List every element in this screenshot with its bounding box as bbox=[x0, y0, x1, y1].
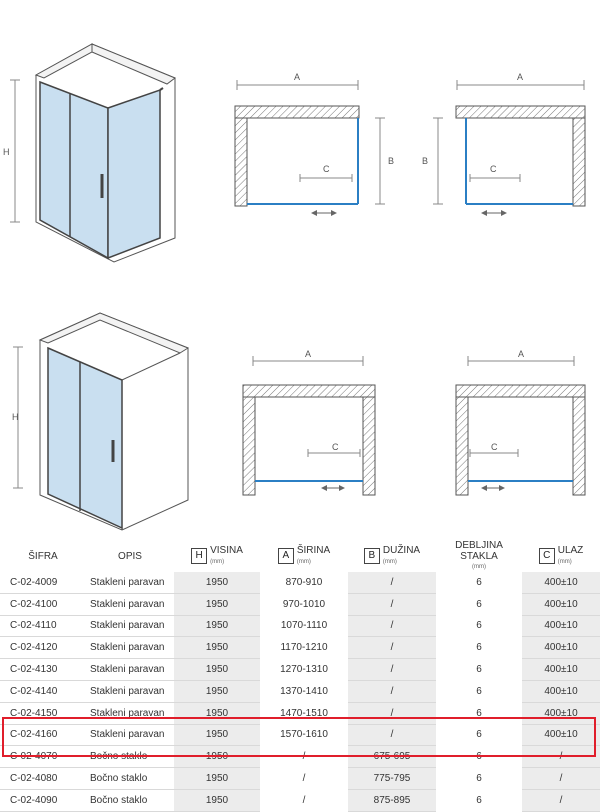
header-width-unit: (mm) bbox=[296, 558, 311, 565]
cell-width: / bbox=[260, 768, 348, 790]
corner-plan-left bbox=[422, 72, 585, 213]
header-thickness-unit: (mm) bbox=[472, 564, 486, 570]
cell-entrance: / bbox=[522, 746, 600, 768]
cell-entrance: 400±10 bbox=[522, 680, 600, 702]
cell-width: 1470-1510 bbox=[260, 702, 348, 724]
length-label-plan1: B bbox=[388, 156, 395, 166]
cell-code: C-02-4100 bbox=[0, 593, 86, 615]
table-row bbox=[0, 702, 600, 724]
cell-code: C-02-4150 bbox=[0, 702, 86, 724]
header-height bbox=[174, 540, 260, 572]
cell-width: 1370-1410 bbox=[260, 680, 348, 702]
cell-width: 1270-1310 bbox=[260, 659, 348, 681]
cell-code: C-02-4120 bbox=[0, 637, 86, 659]
cell-thickness: 6 bbox=[436, 789, 522, 811]
cell-width: / bbox=[260, 789, 348, 811]
cell-description: Stakleni paravan bbox=[86, 572, 174, 593]
cell-width: 1070-1110 bbox=[260, 615, 348, 637]
table-row bbox=[0, 768, 600, 790]
cell-code: C-02-4130 bbox=[0, 659, 86, 681]
cell-height: 1950 bbox=[174, 593, 260, 615]
height-letter-box: H bbox=[191, 548, 207, 564]
table-row bbox=[0, 572, 600, 593]
cell-thickness: 6 bbox=[436, 724, 522, 746]
header-code: ŠIFRA bbox=[28, 550, 58, 562]
cell-code: C-02-4110 bbox=[0, 615, 86, 637]
spec-table bbox=[0, 540, 600, 812]
entrance-label-plan3: C bbox=[332, 442, 339, 452]
cell-entrance: / bbox=[522, 789, 600, 811]
cell-code: C-02-4160 bbox=[0, 724, 86, 746]
niche-door-3d bbox=[12, 313, 188, 530]
cell-description: Bočno staklo bbox=[86, 789, 174, 811]
cell-height: 1950 bbox=[174, 680, 260, 702]
cell-thickness: 6 bbox=[436, 746, 522, 768]
table-row bbox=[0, 746, 600, 768]
cell-thickness: 6 bbox=[436, 768, 522, 790]
cell-height: 1950 bbox=[174, 768, 260, 790]
header-entrance bbox=[522, 540, 600, 572]
table-row bbox=[0, 615, 600, 637]
width-label-plan1: A bbox=[294, 72, 301, 82]
cell-description: Stakleni paravan bbox=[86, 680, 174, 702]
header-length-unit: (mm) bbox=[382, 558, 397, 565]
cell-code: C-02-4009 bbox=[0, 572, 86, 593]
cell-description: Stakleni paravan bbox=[86, 724, 174, 746]
entrance-label-plan2: C bbox=[490, 164, 497, 174]
cell-length: / bbox=[348, 572, 436, 593]
cell-height: 1950 bbox=[174, 637, 260, 659]
height-label-top: H bbox=[3, 147, 10, 157]
cell-description: Stakleni paravan bbox=[86, 615, 174, 637]
cell-entrance: 400±10 bbox=[522, 572, 600, 593]
corner-plan-right bbox=[235, 72, 394, 213]
table-row bbox=[0, 637, 600, 659]
cell-description: Bočno staklo bbox=[86, 768, 174, 790]
header-height-label: VISINA bbox=[210, 544, 243, 556]
cell-description: Stakleni paravan bbox=[86, 637, 174, 659]
cell-thickness: 6 bbox=[436, 659, 522, 681]
header-width-label: ŠIRINA bbox=[296, 544, 331, 556]
width-label-plan2: A bbox=[517, 72, 524, 82]
length-label-plan2: B bbox=[422, 156, 429, 166]
header-entrance-label: ULAZ bbox=[557, 544, 584, 556]
width-label-plan3: A bbox=[305, 349, 312, 359]
niche-plan-left bbox=[456, 349, 585, 495]
cell-thickness: 6 bbox=[436, 593, 522, 615]
length-letter-box: B bbox=[364, 548, 380, 564]
header-length-label: DUŽINA bbox=[382, 544, 421, 556]
header-thickness-label: DEBLJINA STAKLA bbox=[455, 540, 503, 562]
cell-thickness: 6 bbox=[436, 572, 522, 593]
cell-entrance: / bbox=[522, 768, 600, 790]
cell-height: 1950 bbox=[174, 572, 260, 593]
cell-length: 875-895 bbox=[348, 789, 436, 811]
cell-length: / bbox=[348, 702, 436, 724]
cell-width: 1570-1610 bbox=[260, 724, 348, 746]
table-row bbox=[0, 789, 600, 811]
cell-thickness: 6 bbox=[436, 680, 522, 702]
entrance-label-plan4: C bbox=[491, 442, 498, 452]
cell-length: / bbox=[348, 659, 436, 681]
table-header bbox=[0, 540, 600, 572]
cell-height: 1950 bbox=[174, 789, 260, 811]
cell-entrance: 400±10 bbox=[522, 659, 600, 681]
cell-width: 1170-1210 bbox=[260, 637, 348, 659]
cell-code: C-02-4070 bbox=[0, 746, 86, 768]
cell-entrance: 400±10 bbox=[522, 615, 600, 637]
header-entrance-unit: (mm) bbox=[557, 558, 572, 565]
cell-thickness: 6 bbox=[436, 615, 522, 637]
cell-height: 1950 bbox=[174, 746, 260, 768]
header-thickness bbox=[436, 540, 522, 572]
cell-length: 675-695 bbox=[348, 746, 436, 768]
cell-length: / bbox=[348, 615, 436, 637]
cell-thickness: 6 bbox=[436, 702, 522, 724]
table-row bbox=[0, 659, 600, 681]
header-height-unit: (mm) bbox=[210, 558, 225, 565]
cell-code: C-02-4080 bbox=[0, 768, 86, 790]
cell-code: C-02-4090 bbox=[0, 789, 86, 811]
table-row bbox=[0, 724, 600, 746]
cell-height: 1950 bbox=[174, 702, 260, 724]
height-label-bottom: H bbox=[12, 412, 19, 422]
header-length bbox=[348, 540, 436, 572]
width-label-plan4: A bbox=[518, 349, 525, 359]
cell-description: Stakleni paravan bbox=[86, 702, 174, 724]
spec-table-body bbox=[0, 572, 600, 811]
cell-height: 1950 bbox=[174, 659, 260, 681]
cell-description: Stakleni paravan bbox=[86, 593, 174, 615]
cell-length: / bbox=[348, 637, 436, 659]
niche-plan-right bbox=[243, 349, 375, 495]
header-description: OPIS bbox=[118, 550, 142, 562]
cell-width: 970-1010 bbox=[260, 593, 348, 615]
entrance-letter-box: C bbox=[539, 548, 555, 564]
cell-description: Stakleni paravan bbox=[86, 659, 174, 681]
header-width bbox=[260, 540, 348, 572]
cell-description: Bočno staklo bbox=[86, 746, 174, 768]
cell-entrance: 400±10 bbox=[522, 637, 600, 659]
width-letter-box: A bbox=[278, 548, 294, 564]
entrance-label-plan1: C bbox=[323, 164, 330, 174]
table-row bbox=[0, 593, 600, 615]
cell-length: / bbox=[348, 593, 436, 615]
cell-height: 1950 bbox=[174, 615, 260, 637]
cell-width: / bbox=[260, 746, 348, 768]
cell-length: 775-795 bbox=[348, 768, 436, 790]
cell-entrance: 400±10 bbox=[522, 702, 600, 724]
cell-entrance: 400±10 bbox=[522, 593, 600, 615]
table-row bbox=[0, 680, 600, 702]
cell-width: 870-910 bbox=[260, 572, 348, 593]
cell-code: C-02-4140 bbox=[0, 680, 86, 702]
cell-length: / bbox=[348, 680, 436, 702]
corner-enclosure-3d bbox=[3, 44, 175, 262]
cell-entrance: 400±10 bbox=[522, 724, 600, 746]
cell-height: 1950 bbox=[174, 724, 260, 746]
cell-thickness: 6 bbox=[436, 637, 522, 659]
cell-length: / bbox=[348, 724, 436, 746]
